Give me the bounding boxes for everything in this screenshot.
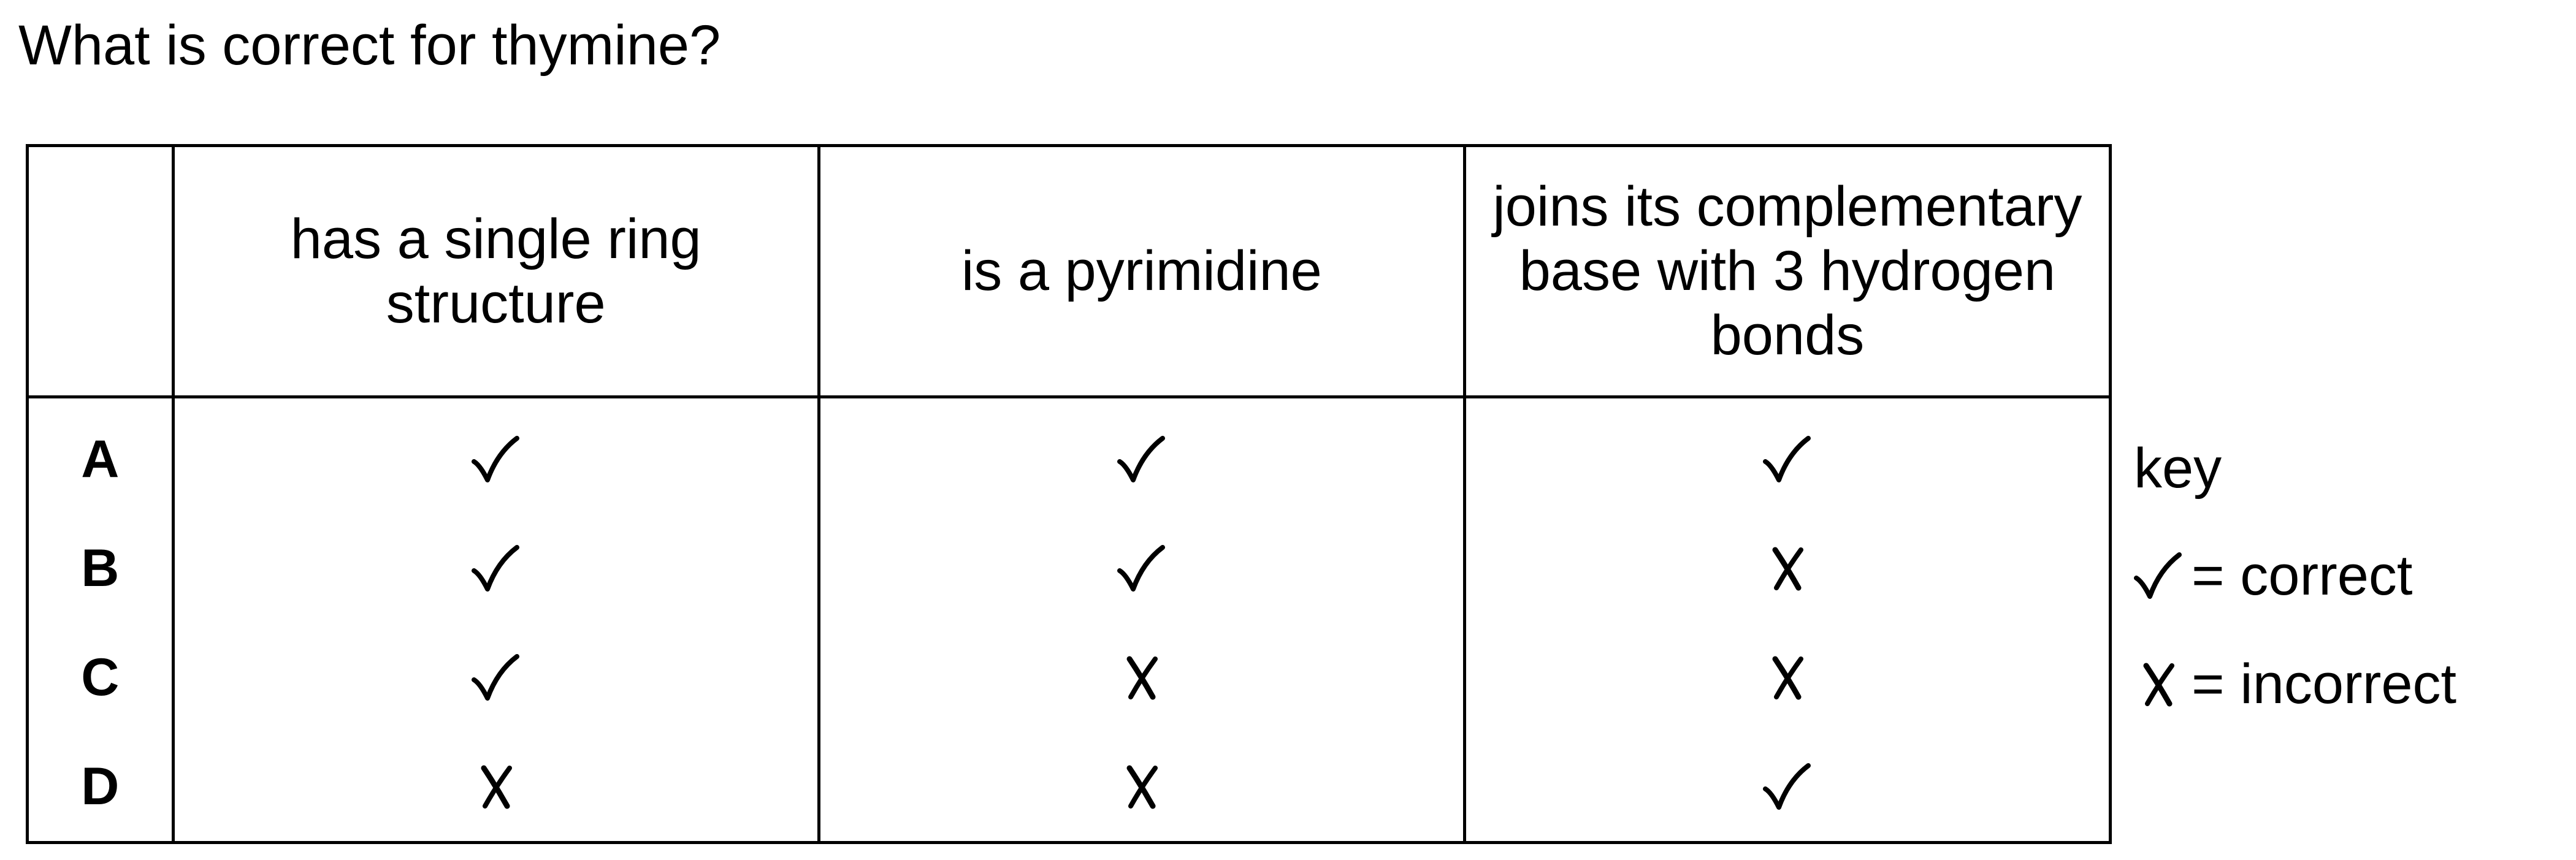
key-incorrect xyxy=(2134,653,2457,715)
table-header-row xyxy=(28,146,2111,397)
cell-single-ring xyxy=(173,514,819,623)
header-pyrimidine: is a pyrimidine xyxy=(819,146,1464,397)
cross-icon xyxy=(1763,544,1812,593)
table-row xyxy=(28,397,2111,514)
key-correct xyxy=(2134,544,2413,607)
cell-hydrogen-bonds xyxy=(1464,623,2110,732)
header-single-ring: has a single ring structure xyxy=(173,146,819,397)
header-hydrogen-bonds: joins its complementary base with 3 hydrogen bonds xyxy=(1464,146,2110,397)
answer-table xyxy=(26,144,2112,844)
check-icon xyxy=(472,653,521,702)
check-icon xyxy=(2134,551,2183,600)
option-letter: B xyxy=(28,514,174,623)
key-title: key xyxy=(2134,437,2222,500)
cell-hydrogen-bonds xyxy=(1464,732,2110,843)
table-row xyxy=(28,732,2111,843)
check-icon xyxy=(1117,544,1166,593)
check-icon xyxy=(472,435,521,484)
key-incorrect-label: = incorrect xyxy=(2192,653,2457,715)
header-option-cell xyxy=(28,146,174,397)
check-icon xyxy=(1117,435,1166,484)
check-icon xyxy=(1763,762,1812,811)
cross-icon xyxy=(472,762,521,811)
cross-icon xyxy=(1117,653,1166,702)
table-body xyxy=(28,397,2111,843)
cell-pyrimidine xyxy=(819,732,1464,843)
cell-hydrogen-bonds xyxy=(1464,397,2110,514)
cross-icon xyxy=(1763,653,1812,702)
check-icon xyxy=(472,544,521,593)
cross-icon xyxy=(2134,660,2183,709)
cross-icon xyxy=(1117,762,1166,811)
cell-single-ring xyxy=(173,397,819,514)
cell-pyrimidine xyxy=(819,514,1464,623)
option-letter: A xyxy=(28,397,174,514)
cell-pyrimidine xyxy=(819,397,1464,514)
cell-single-ring xyxy=(173,623,819,732)
table-row xyxy=(28,623,2111,732)
cell-hydrogen-bonds xyxy=(1464,514,2110,623)
cell-single-ring xyxy=(173,732,819,843)
key-correct-label: = correct xyxy=(2192,544,2413,607)
option-letter: D xyxy=(28,732,174,843)
option-letter: C xyxy=(28,623,174,732)
table-row xyxy=(28,514,2111,623)
cell-pyrimidine xyxy=(819,623,1464,732)
question-text: What is correct for thymine? xyxy=(18,14,721,77)
check-icon xyxy=(1763,435,1812,484)
